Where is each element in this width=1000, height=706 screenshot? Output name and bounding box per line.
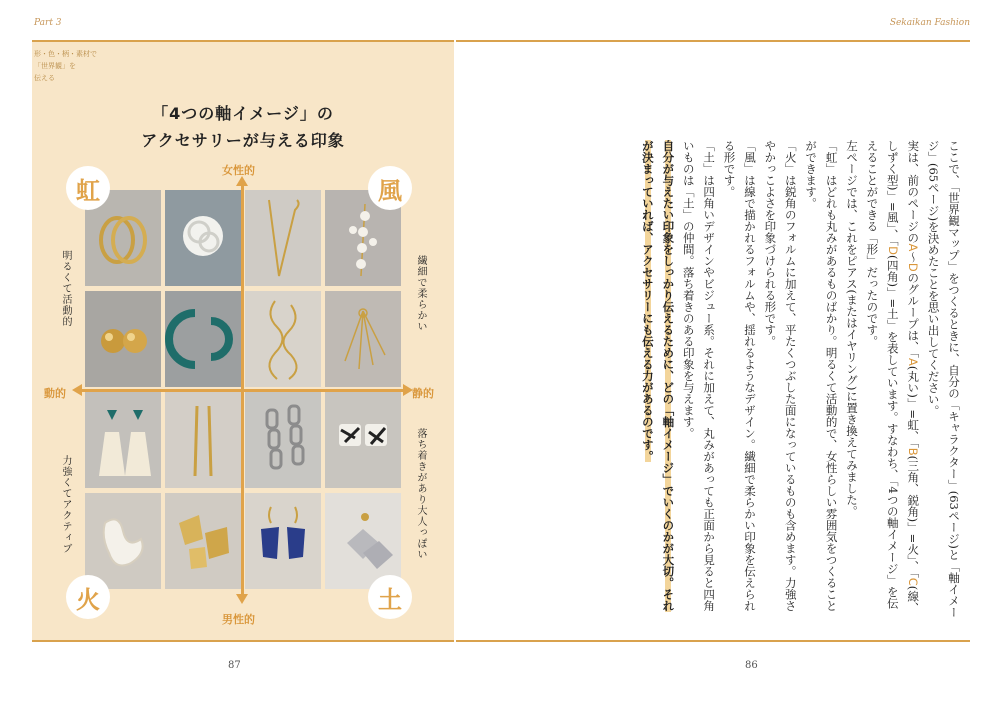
section-note: [34, 48, 114, 84]
page-number-left: 87: [228, 660, 241, 671]
photo-silver-chain: [245, 392, 321, 488]
figure-title-line2: アクセサリーが与える印象: [141, 131, 345, 150]
figure-title-line1: 「4つの軸イメージ」の: [152, 104, 334, 123]
photo-green-arcs: [165, 291, 241, 387]
paragraph: 「火」は鋭角のフォルムに加えて、平たくつぶした面になっているものも含めます。力強さやかっこよさを印象づけられる形です。: [763, 140, 798, 612]
photo-gold-bars: [165, 392, 241, 488]
group-letter: D: [906, 262, 921, 272]
text-run: (線、しずく型)」=風」、「: [885, 140, 921, 614]
axis-label-static: 静的: [412, 387, 434, 400]
arrow-down-icon: [236, 594, 248, 604]
paragraph: 「風」は線で描かれるフォルムや、揺れるようなデザイン。繊細で柔らかい印象を伝えられる形です。: [722, 140, 757, 612]
text-run: 〜: [906, 251, 921, 263]
photo-gold-wire: [245, 190, 321, 286]
footer-rule-left: [32, 640, 454, 642]
axis-label-masculine: 男性的: [222, 613, 255, 626]
running-header-left: Part 3: [34, 18, 62, 28]
group-letter: B: [906, 447, 921, 456]
photo-gold-balls: [85, 291, 161, 387]
group-letter: D: [885, 246, 900, 255]
text-run: (三角、鋭角)」=火」、「: [906, 455, 921, 578]
photo-white-twist: [85, 493, 161, 589]
photo-marble-squares: [325, 392, 401, 488]
quadrant-label-calm-mature: 落ち着きがあり大人っぽい: [415, 428, 426, 560]
paragraph: 「土」は四角いデザインやビジュー系。それに加えて、丸みがあっても正面から見ると四角いものは「土」の仲間。落ち着きのある印象を与えます。: [681, 140, 717, 612]
photo-gold-crumple: [165, 493, 241, 589]
photo-gold-threads: [325, 291, 401, 387]
horizontal-axis: [80, 389, 405, 392]
corner-badge-wind: 風: [368, 166, 412, 210]
highlight-text: 自分が与えたい印象をしっかり伝えるために、どの「軸イメージ」でいくのかが大切。それが決まっていれば、アクセサリーにも伝える力があるのです。: [640, 140, 676, 612]
header-rule-right: [456, 40, 970, 42]
photo-gold-wavy: [245, 291, 321, 387]
group-letter: C: [906, 577, 921, 586]
quadrant-label-strong-active: 力強くてアクティブ: [60, 455, 71, 554]
photo-white-knot: [165, 190, 241, 286]
photo-tassel: [85, 392, 161, 488]
arrow-left-icon: [72, 384, 82, 396]
running-header-right: Sekaikan Fashion: [889, 18, 970, 28]
paragraph: 「虹」はどれも丸みがあるものばかり。明るくて活動的で、女性らしい雰囲気をつくることができます。: [804, 140, 839, 612]
corner-badge-rainbow: 虹: [66, 166, 110, 210]
footer-rule-right: [456, 640, 970, 642]
section-note-line: 「世界観」を: [34, 62, 76, 70]
text-run: のグループは、「: [906, 271, 921, 358]
group-letter: A: [906, 243, 921, 252]
text-run: (丸い)」=虹、「: [906, 365, 921, 448]
paragraph: [862, 140, 923, 620]
section-note-line: 形・色・柄・素材で: [34, 50, 97, 58]
text-run: 実は、前のページの: [906, 140, 921, 244]
paragraph: ここで、「世界観マップ」をつくるときに、自分の「キャラクター」(63ページ)と「軸イメージ」(65ページ)を決めたことを思い出してください。: [926, 140, 961, 618]
page-number-right: 86: [745, 660, 758, 671]
quadrant-label-bright-active: 明るくて活動的: [60, 250, 71, 327]
section-note-line: 伝える: [34, 74, 55, 82]
text-run: (四角)」=土」を表しています。すなわち、「4つの軸イメージ」を伝えることができる「形」だったのです。: [865, 140, 900, 609]
paragraph: 左ページでは、これをピアス(またはイヤリング)に置き換えてみました。: [844, 140, 859, 517]
highlighted-paragraph: [638, 140, 679, 620]
body-text: [578, 140, 964, 620]
axis-label-dynamic: 動的: [44, 387, 66, 400]
axis-label-feminine: 女性的: [222, 164, 255, 177]
group-letter: A: [906, 357, 921, 366]
corner-badge-fire: 火: [66, 575, 110, 619]
photo-lapis-drops: [245, 493, 321, 589]
corner-badge-earth: 土: [368, 575, 412, 619]
quadrant-label-delicate-soft: 繊細で柔らかい: [415, 255, 426, 332]
